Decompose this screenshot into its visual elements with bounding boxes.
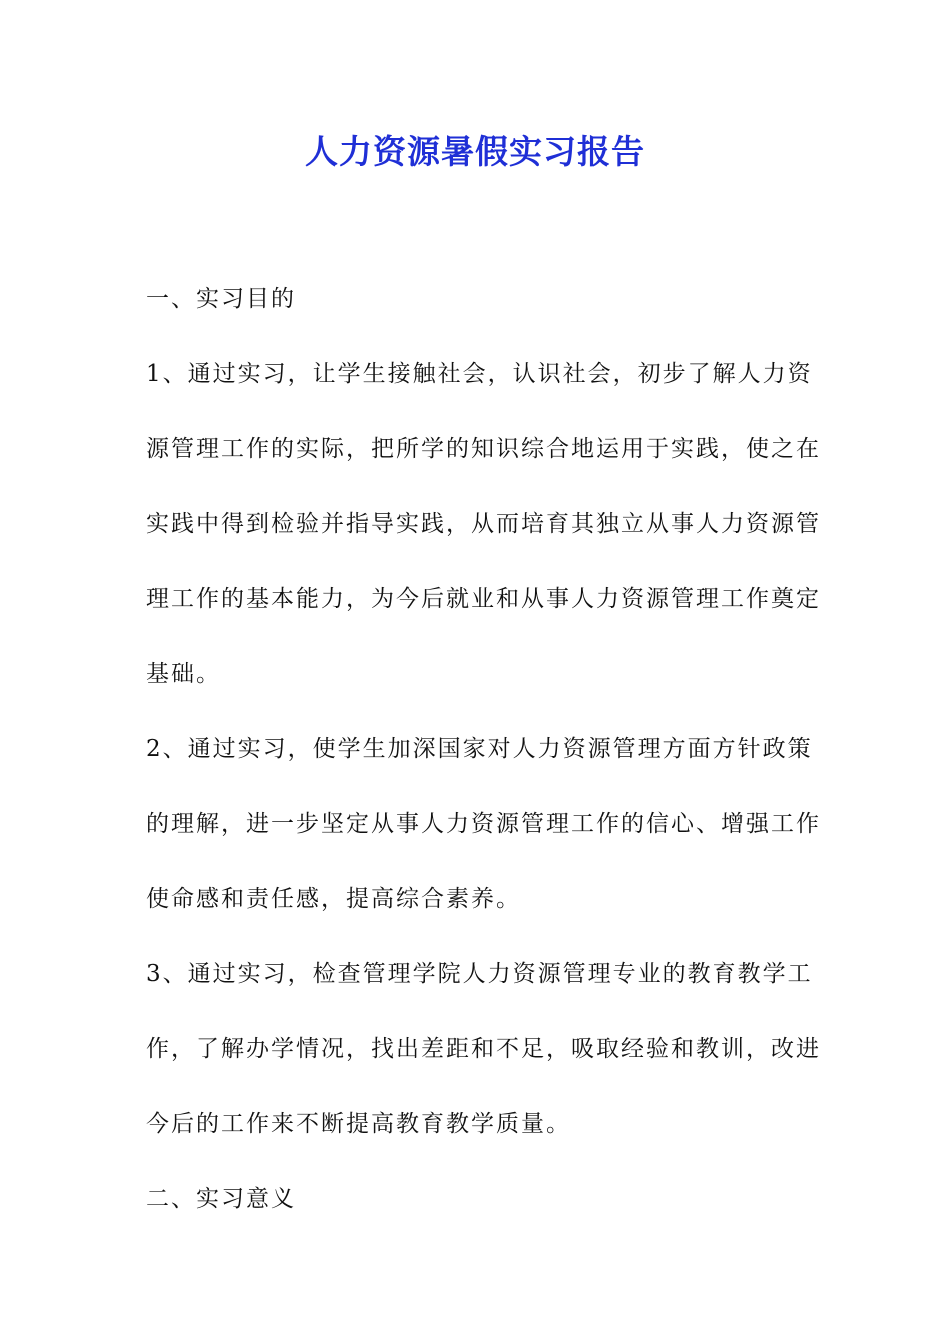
paragraph-item-2: 2、通过实习，使学生加深国家对人力资源管理方面方针政策的理解，进一步坚定从事人力资源管理工作的信心、增强工作使命感和责任感，提高综合素养。: [146, 736, 821, 912]
section-heading-purpose: 一、实习目的: [146, 286, 296, 312]
section-heading-significance: 二、实习意义: [146, 1186, 296, 1212]
document-body: [146, 262, 826, 1237]
document-title: 人力资源暑假实习报告: [305, 132, 645, 171]
paragraph-item-1: 1、通过实习，让学生接触社会，认识社会，初步了解人力资源管理工作的实际，把所学的知识综合地运用于实践，使之在实践中得到检验并指导实践，从而培育其独立从事人力资源管理工作的基本能力，为今后就业和从事人力资源管理工作奠定基础。: [146, 361, 821, 687]
paragraph-item-3: 3、通过实习，检查管理学院人力资源管理专业的教育教学工作，了解办学情况，找出差距和不足，吸取经验和教训，改进今后的工作来不断提高教育教学质量。: [146, 961, 821, 1137]
